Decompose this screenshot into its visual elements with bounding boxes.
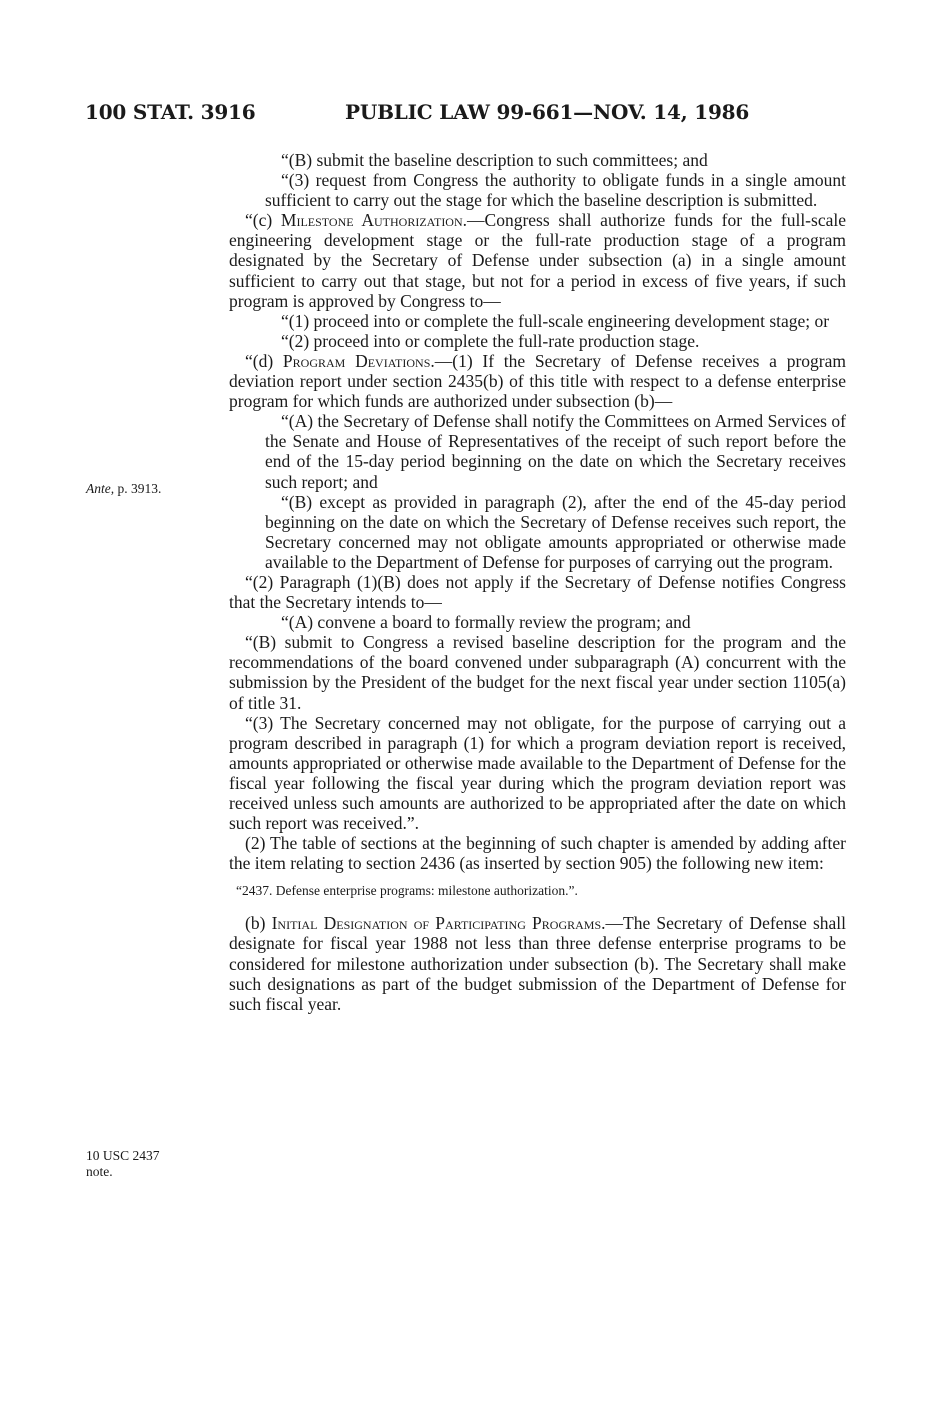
margin-note-ante xyxy=(86,481,161,497)
subsection-d-open: “(d) xyxy=(245,350,283,371)
subsection-d-heading: Program Deviations xyxy=(282,350,431,371)
paragraph-table-of-sections: (2) The table of sections at the beginning of such chapter is amended by adding after the item relating to section 2436 (as inserted by section 905) the following new item: xyxy=(229,833,846,874)
subsection-b-initial-designation xyxy=(229,913,846,1013)
page-stat-reference: 100 STAT. 3916 xyxy=(85,100,256,124)
subsection-b-heading: Initial Designation of Participating Programs xyxy=(271,913,602,934)
subsection-d xyxy=(229,351,846,411)
margin-note-ante-italic: Ante, xyxy=(86,481,115,496)
paragraph-b-submit: “(B) submit the baseline description to such committees; and xyxy=(281,150,708,170)
subsection-d-paragraph-2: “(2) Paragraph (1)(B) does not apply if the Secretary of Defense notifies Congress that the Secretary intends to— xyxy=(229,571,846,613)
margin-note-ante-page: p. 3913. xyxy=(114,481,162,496)
subsection-c-item-2: “(2) proceed into or complete the full-rate production stage. xyxy=(281,330,700,351)
statute-body xyxy=(229,150,846,1014)
page-header-title: PUBLIC LAW 99-661—NOV. 14, 1986 xyxy=(345,100,750,124)
subsection-c-text: .—Congress shall authorize funds for the full-scale engineering development stage or the full-rate production stage of a program designated by the Secretary of Defense under subsection (a) in a single amount sufficient to carry out that stage, but not for a period in excess of five years, if such program is approved by Congress to— xyxy=(229,210,846,311)
subsection-c-open: “(c) xyxy=(245,210,281,231)
subsection-d-text: .—(1) If the Secretary of Defense receives a program deviation report under section 2435(b) of this title with respect to a defense enterprise program for which funds are authorized under subsection (b)— xyxy=(229,350,846,412)
paragraph-3-request: “(3) request from Congress the authority to obligate funds in a single amount sufficient to carry out the stage for which the baseline description is submitted. xyxy=(265,170,846,211)
subsection-d-paragraph-3: “(3) The Secretary concerned may not obligate, for the purpose of carrying out a program described in paragraph (1) for which a program deviation report is received, amounts appropriated or otherwise made available to the Department of Defense for the fiscal year following the fiscal year during which the program deviation report was received unless such amounts are authorized to be appropriated after the date on which such report was received.”. xyxy=(229,712,846,834)
margin-note-usc: 10 USC 2437 note. xyxy=(86,1148,160,1179)
subsection-c-item-1: “(1) proceed into or complete the full-scale engineering development stage; or xyxy=(281,310,830,331)
subsection-d2-item-a: “(A) convene a board to formally review the program; and xyxy=(281,612,691,633)
subsection-c xyxy=(229,210,846,310)
subsection-d-item-b: “(B) except as provided in paragraph (2), after the end of the 45-day period beginning on the date on which the Secretary of Defense receives such report, the Secretary concerned may not obligate amounts appropriated or otherwise made available to the Department of Defense for purposes of carrying out the program. xyxy=(265,491,846,572)
subsection-b-open: (b) xyxy=(245,913,272,934)
subsection-b-text: .—The Secretary of Defense shall designate for fiscal year 1988 not less than three defense enterprise programs to be considered for milestone authorization under subsection (b). The Secretary shall make such designations as part of the budget submission of the Department of Defense for such fiscal year. xyxy=(229,913,847,1014)
subsection-c-heading: Milestone Authorization xyxy=(280,210,463,231)
table-of-sections-item: “2437. Defense enterprise programs: milestone authorization.”. xyxy=(236,883,578,899)
subsection-d2-item-b: “(B) submit to Congress a revised baseline description for the program and the recommendations of the board convened under subparagraph (A) concurrent with the submission by the President of the budget for the next fiscal year under section 1105(a) of title 31. xyxy=(229,632,846,713)
subsection-d-item-a: “(A) the Secretary of Defense shall notify the Committees on Armed Services of the Senate and House of Representatives of the receipt of such report before the end of the 15-day period beginning on the date on which the Secretary receives such report; and xyxy=(265,411,846,492)
